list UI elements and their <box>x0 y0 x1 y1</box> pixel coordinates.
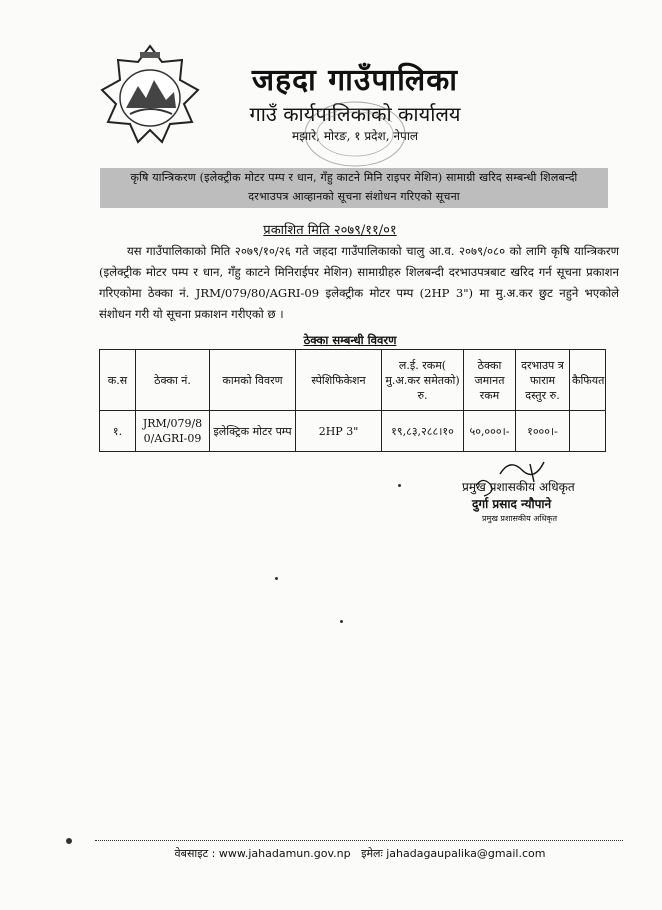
published-date: प्रकाशित मिति २०७९/११/०१ <box>263 223 397 238</box>
header-bid-security: ठेक्का जमानत रकम <box>464 350 516 411</box>
signatory-stamp-subtitle: प्रमुख प्रशासकीय अधिकृत <box>482 514 558 523</box>
cell-serial: १. <box>100 411 136 452</box>
cell-specification: 2HP 3" <box>296 411 382 452</box>
header-work-description: कामको विवरण <box>210 350 296 411</box>
header-contract-no: ठेक्का नं. <box>136 350 210 411</box>
notice-subject-banner <box>100 168 608 208</box>
header-remarks: कैफियत <box>570 350 606 411</box>
footer-contact <box>150 846 570 861</box>
subject-line-2: दरभाउपत्र आव्हानको सूचना संशोधन गरिएको सूचना <box>248 190 460 203</box>
signatory-name: दुर्गा प्रसाद न्यौपाने <box>472 497 552 511</box>
government-emblem-logo <box>96 42 204 154</box>
scan-speck <box>398 484 401 487</box>
table-title: ठेक्का सम्बन्धी विवरण <box>303 333 397 347</box>
subject-line-1: कृषि यान्त्रिकरण (इलेक्ट्रीक मोटर पम्प र धान, गँहु काटने मिनि राइपर मेशिन) सामाग्री खरिद सम्बन्धी शिलबन्दी <box>130 171 578 184</box>
office-address: मझारे, मोरङ, १ प्रदेश, नेपाल <box>291 129 419 143</box>
footer-email: इमेलः jahadagaupalika@gmail.com <box>361 847 546 860</box>
header-form-fee: दरभाउप त्र फाराम दस्तुर रु. <box>516 350 570 411</box>
tender-details-table <box>99 349 606 452</box>
signatory-title: प्रमुख प्रशासकीय अधिकृत <box>462 480 575 494</box>
scan-speck <box>340 620 343 623</box>
office-name: गाउँ कार्यपालिकाको कार्यालय <box>249 102 461 126</box>
header-cost-estimate: ल.ई. रकम( मु.अ.कर समेतको) रु. <box>382 350 464 411</box>
cell-work-description: इलेक्ट्रिक मोटर पम्प <box>210 411 296 452</box>
footer-website: वेबसाइट : www.jahadamun.gov.np <box>174 847 351 860</box>
scan-speck <box>275 577 278 580</box>
footer-divider <box>95 840 623 841</box>
cell-form-fee: १०००।- <box>516 411 570 452</box>
cell-cost-estimate: १९,८३,२८८।१० <box>382 411 464 452</box>
notice-body-text: यस गाउँपालिकाको मिति २०७९/१०/२६ गते जहदा गाउँपालिकाको चालु आ.व. २०७९/०८० को लागि कृषि यान्त्रिकरण (इलेक्ट्रीक मोटर पम्प र धान, गँहु काटने मिनिराईपर मेशिन) सामाग्रीहरु शिलबन्दी दरभाउपत्रबाट खरिद गर्न सूचना प्रकाशन गरिएकोमा ठेक्का नं. JRM/079/80/AGRI-09 इलेक्ट्रीक मोटर पम्प (2HP 3") मा मु.अ.कर छुट नहुने भएकोले संशोधन गरी यो सूचना प्रकाशन गरीएको छ । <box>99 244 619 321</box>
header-specification: स्पेशिफिकेशन <box>296 350 382 411</box>
table-row <box>100 411 606 452</box>
cell-bid-security: ५०,०००।- <box>464 411 516 452</box>
table-header-row <box>100 350 606 411</box>
scan-speck <box>66 838 72 844</box>
municipality-name: जहदा गाउँपालिका <box>251 63 459 98</box>
header-serial: क.स <box>100 350 136 411</box>
cell-contract-no: JRM/079/80/AGRI-09 <box>136 411 210 452</box>
cell-remarks <box>570 411 606 452</box>
office-seal-stamp <box>300 98 410 170</box>
